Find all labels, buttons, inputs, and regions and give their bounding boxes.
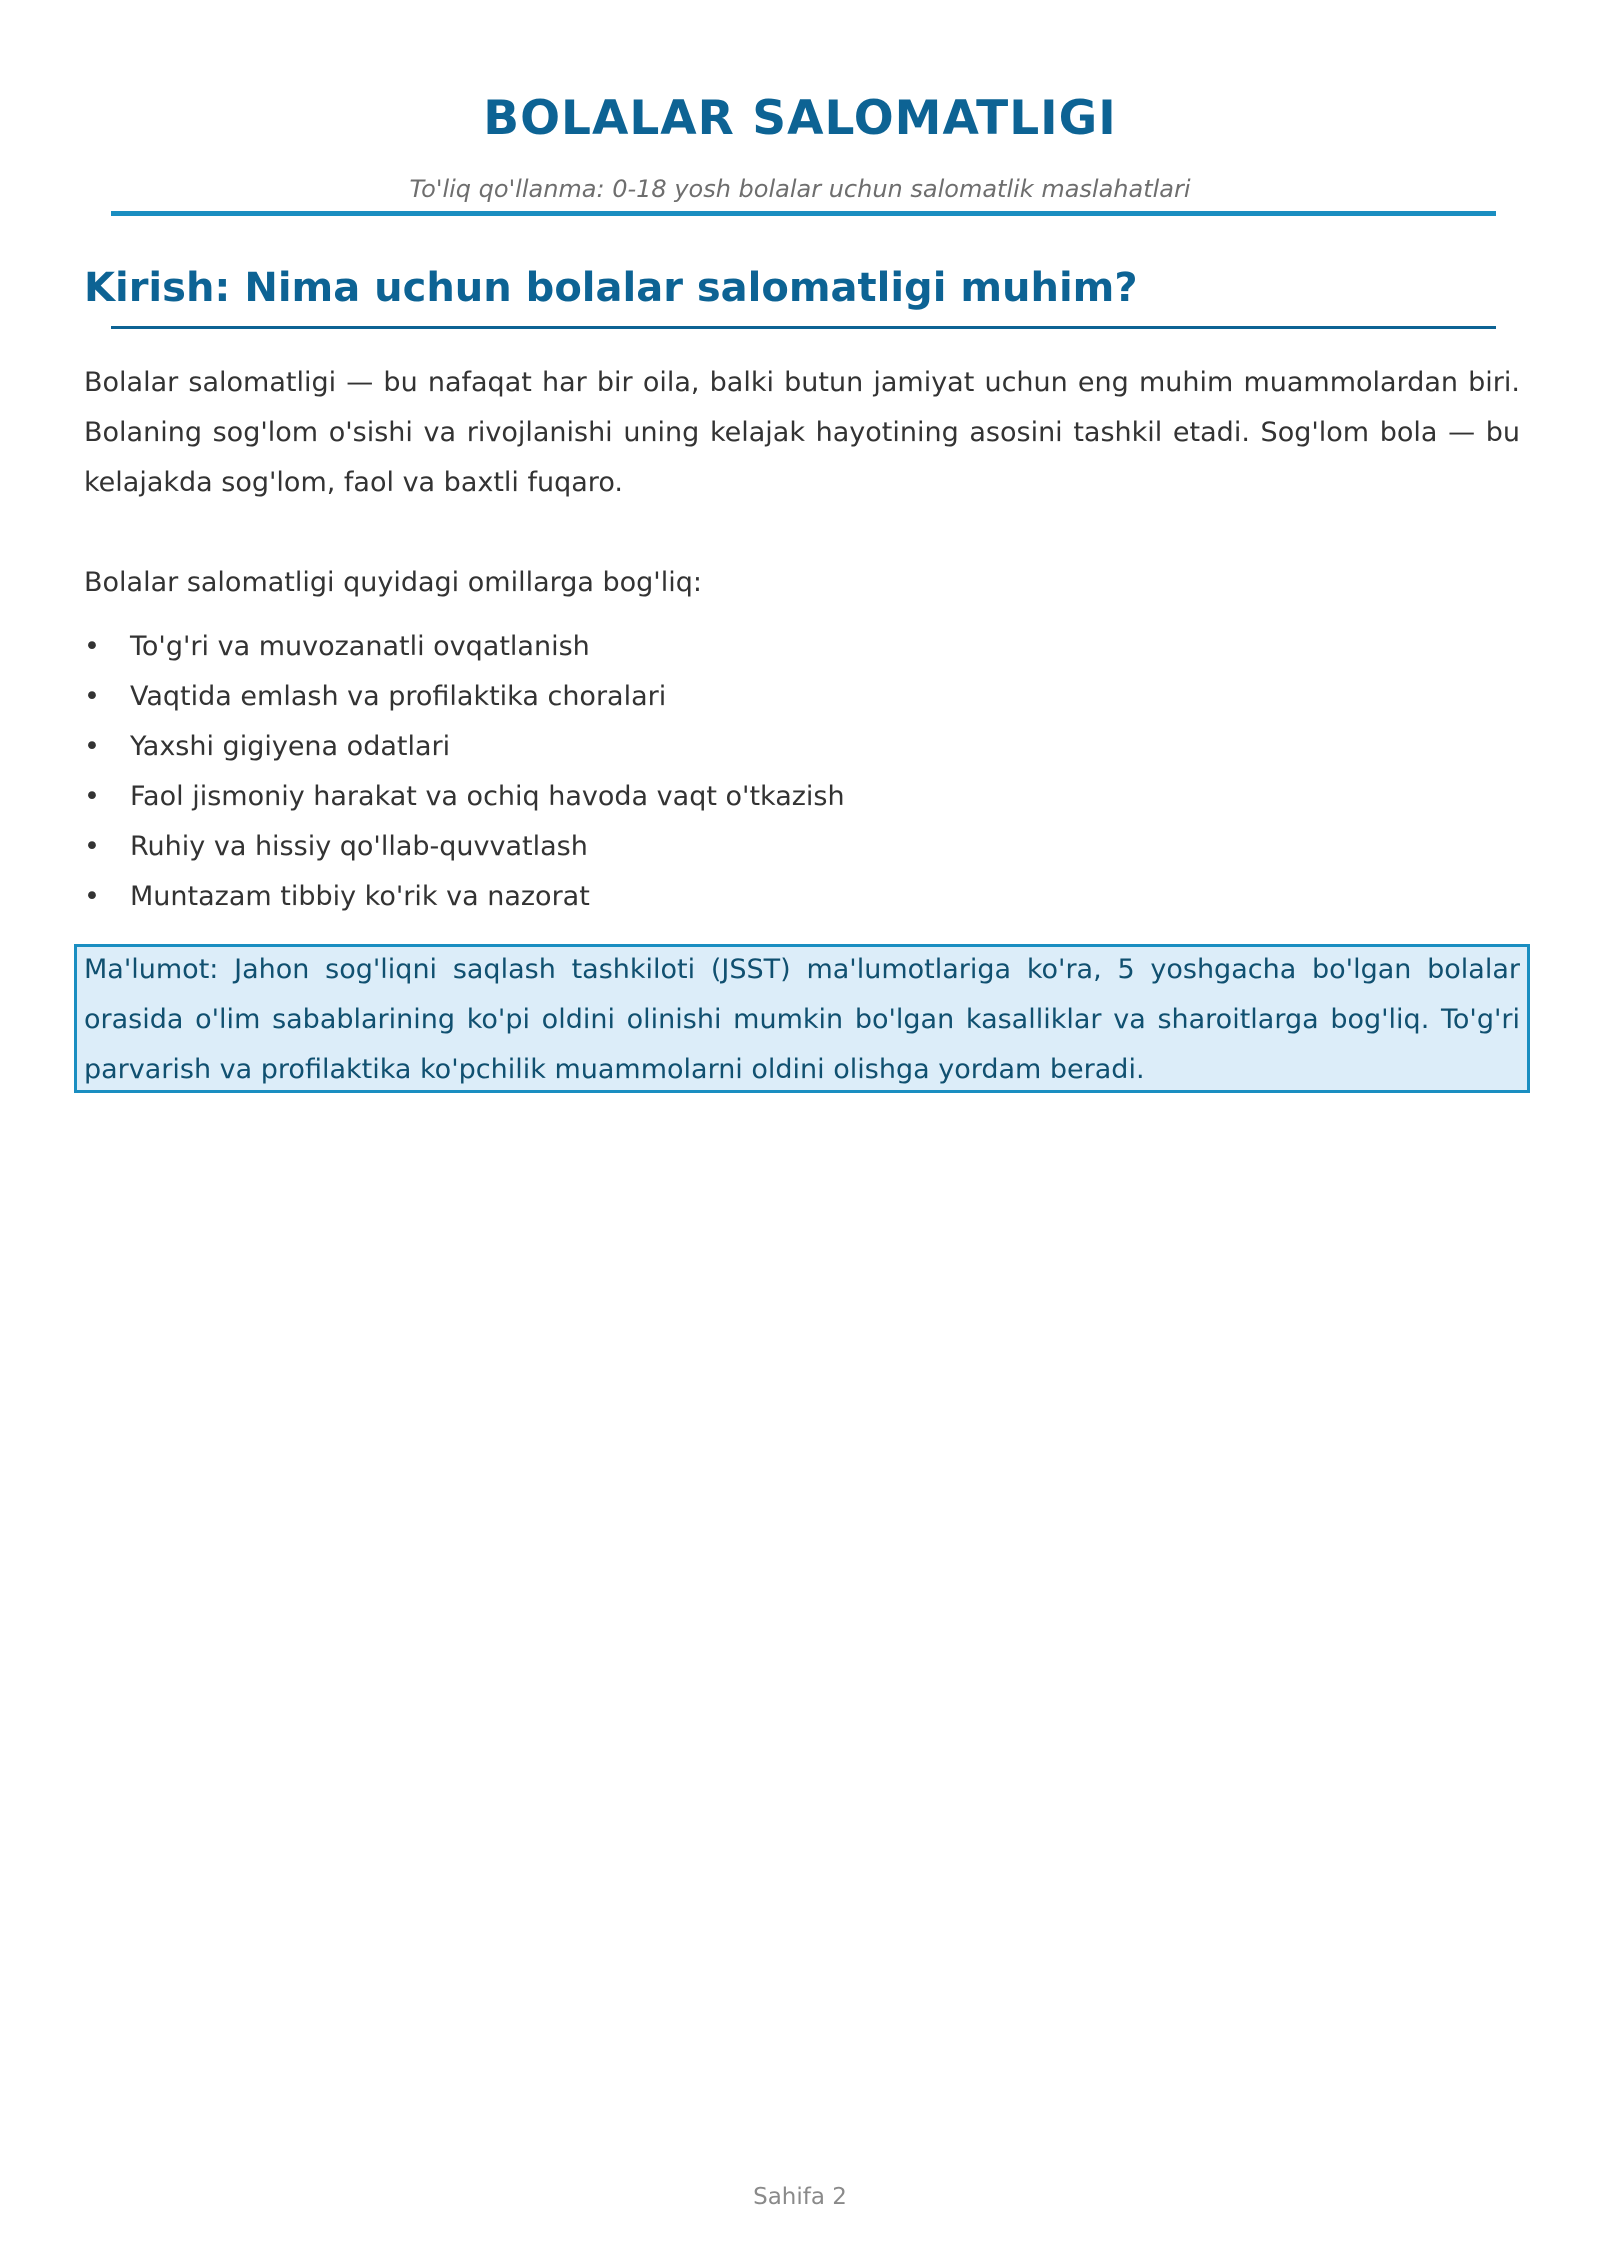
list-item-text: Yaxshi gigiyena odatlari xyxy=(130,731,451,762)
list-item xyxy=(84,772,1520,822)
list-item-text: Vaqtida emlash va profilaktika choralari xyxy=(130,681,667,712)
list-item xyxy=(84,872,1520,922)
list-item xyxy=(84,672,1520,722)
bullet-icon: • xyxy=(84,731,100,762)
bullet-icon: • xyxy=(84,681,100,712)
bullet-icon: • xyxy=(84,831,100,862)
list-item xyxy=(84,722,1520,772)
document-title: BOLALAR SALOMATLIGI xyxy=(483,91,1117,146)
page-number: Sahifa 2 xyxy=(753,2184,847,2210)
list-item-text: To'g'ri va muvozanatli ovqatlanish xyxy=(130,631,590,662)
list-item xyxy=(84,822,1520,872)
list-item-text: Ruhiy va hissiy qo'llab-quvvatlash xyxy=(130,831,588,862)
bullet-icon: • xyxy=(84,881,100,912)
factors-lead-paragraph: Bolalar salomatligi quyidagi omillarga bog'liq: xyxy=(84,567,702,598)
document-subtitle: To'liq qo'llanma: 0-18 yosh bolalar uchun salomatlik maslahatlari xyxy=(409,175,1191,203)
list-item-text: Muntazam tibbiy ko'rik va nazorat xyxy=(130,881,590,912)
info-callout-text: Ma'lumot: Jahon sog'liqni saqlash tashkiloti (JSST) ma'lumotlariga ko'ra, 5 yoshgacha bo'lgan bolalar orasida o'lim sabablarining ko'pi oldini olinishi mumkin bo'lgan kasalliklar va sharoitlarga bog'liq. To'g'ri parvarish va profilaktika ko'pchilik muammolarni oldini olishga yordam beradi. xyxy=(84,954,1520,1085)
bullet-icon: • xyxy=(84,781,100,812)
factors-list xyxy=(84,622,1520,922)
title-divider xyxy=(111,211,1496,216)
section-heading: Kirish: Nima uchun bolalar salomatligi muhim? xyxy=(84,265,1138,311)
section-divider xyxy=(111,326,1496,329)
intro-paragraph: Bolalar salomatligi — bu nafaqat har bir oila, balki butun jamiyat uchun eng muhim muammolardan biri. Bolaning sog'lom o'sishi va rivojlanishi uning kelajak hayotining asosini tashkil etadi. Sog'lom bola — bu kelajakda sog'lom, faol va baxtli fuqaro. xyxy=(84,367,1520,498)
bullet-icon: • xyxy=(84,631,100,662)
list-item xyxy=(84,622,1520,672)
list-item-text: Faol jismoniy harakat va ochiq havoda vaqt o'tkazish xyxy=(130,781,845,812)
